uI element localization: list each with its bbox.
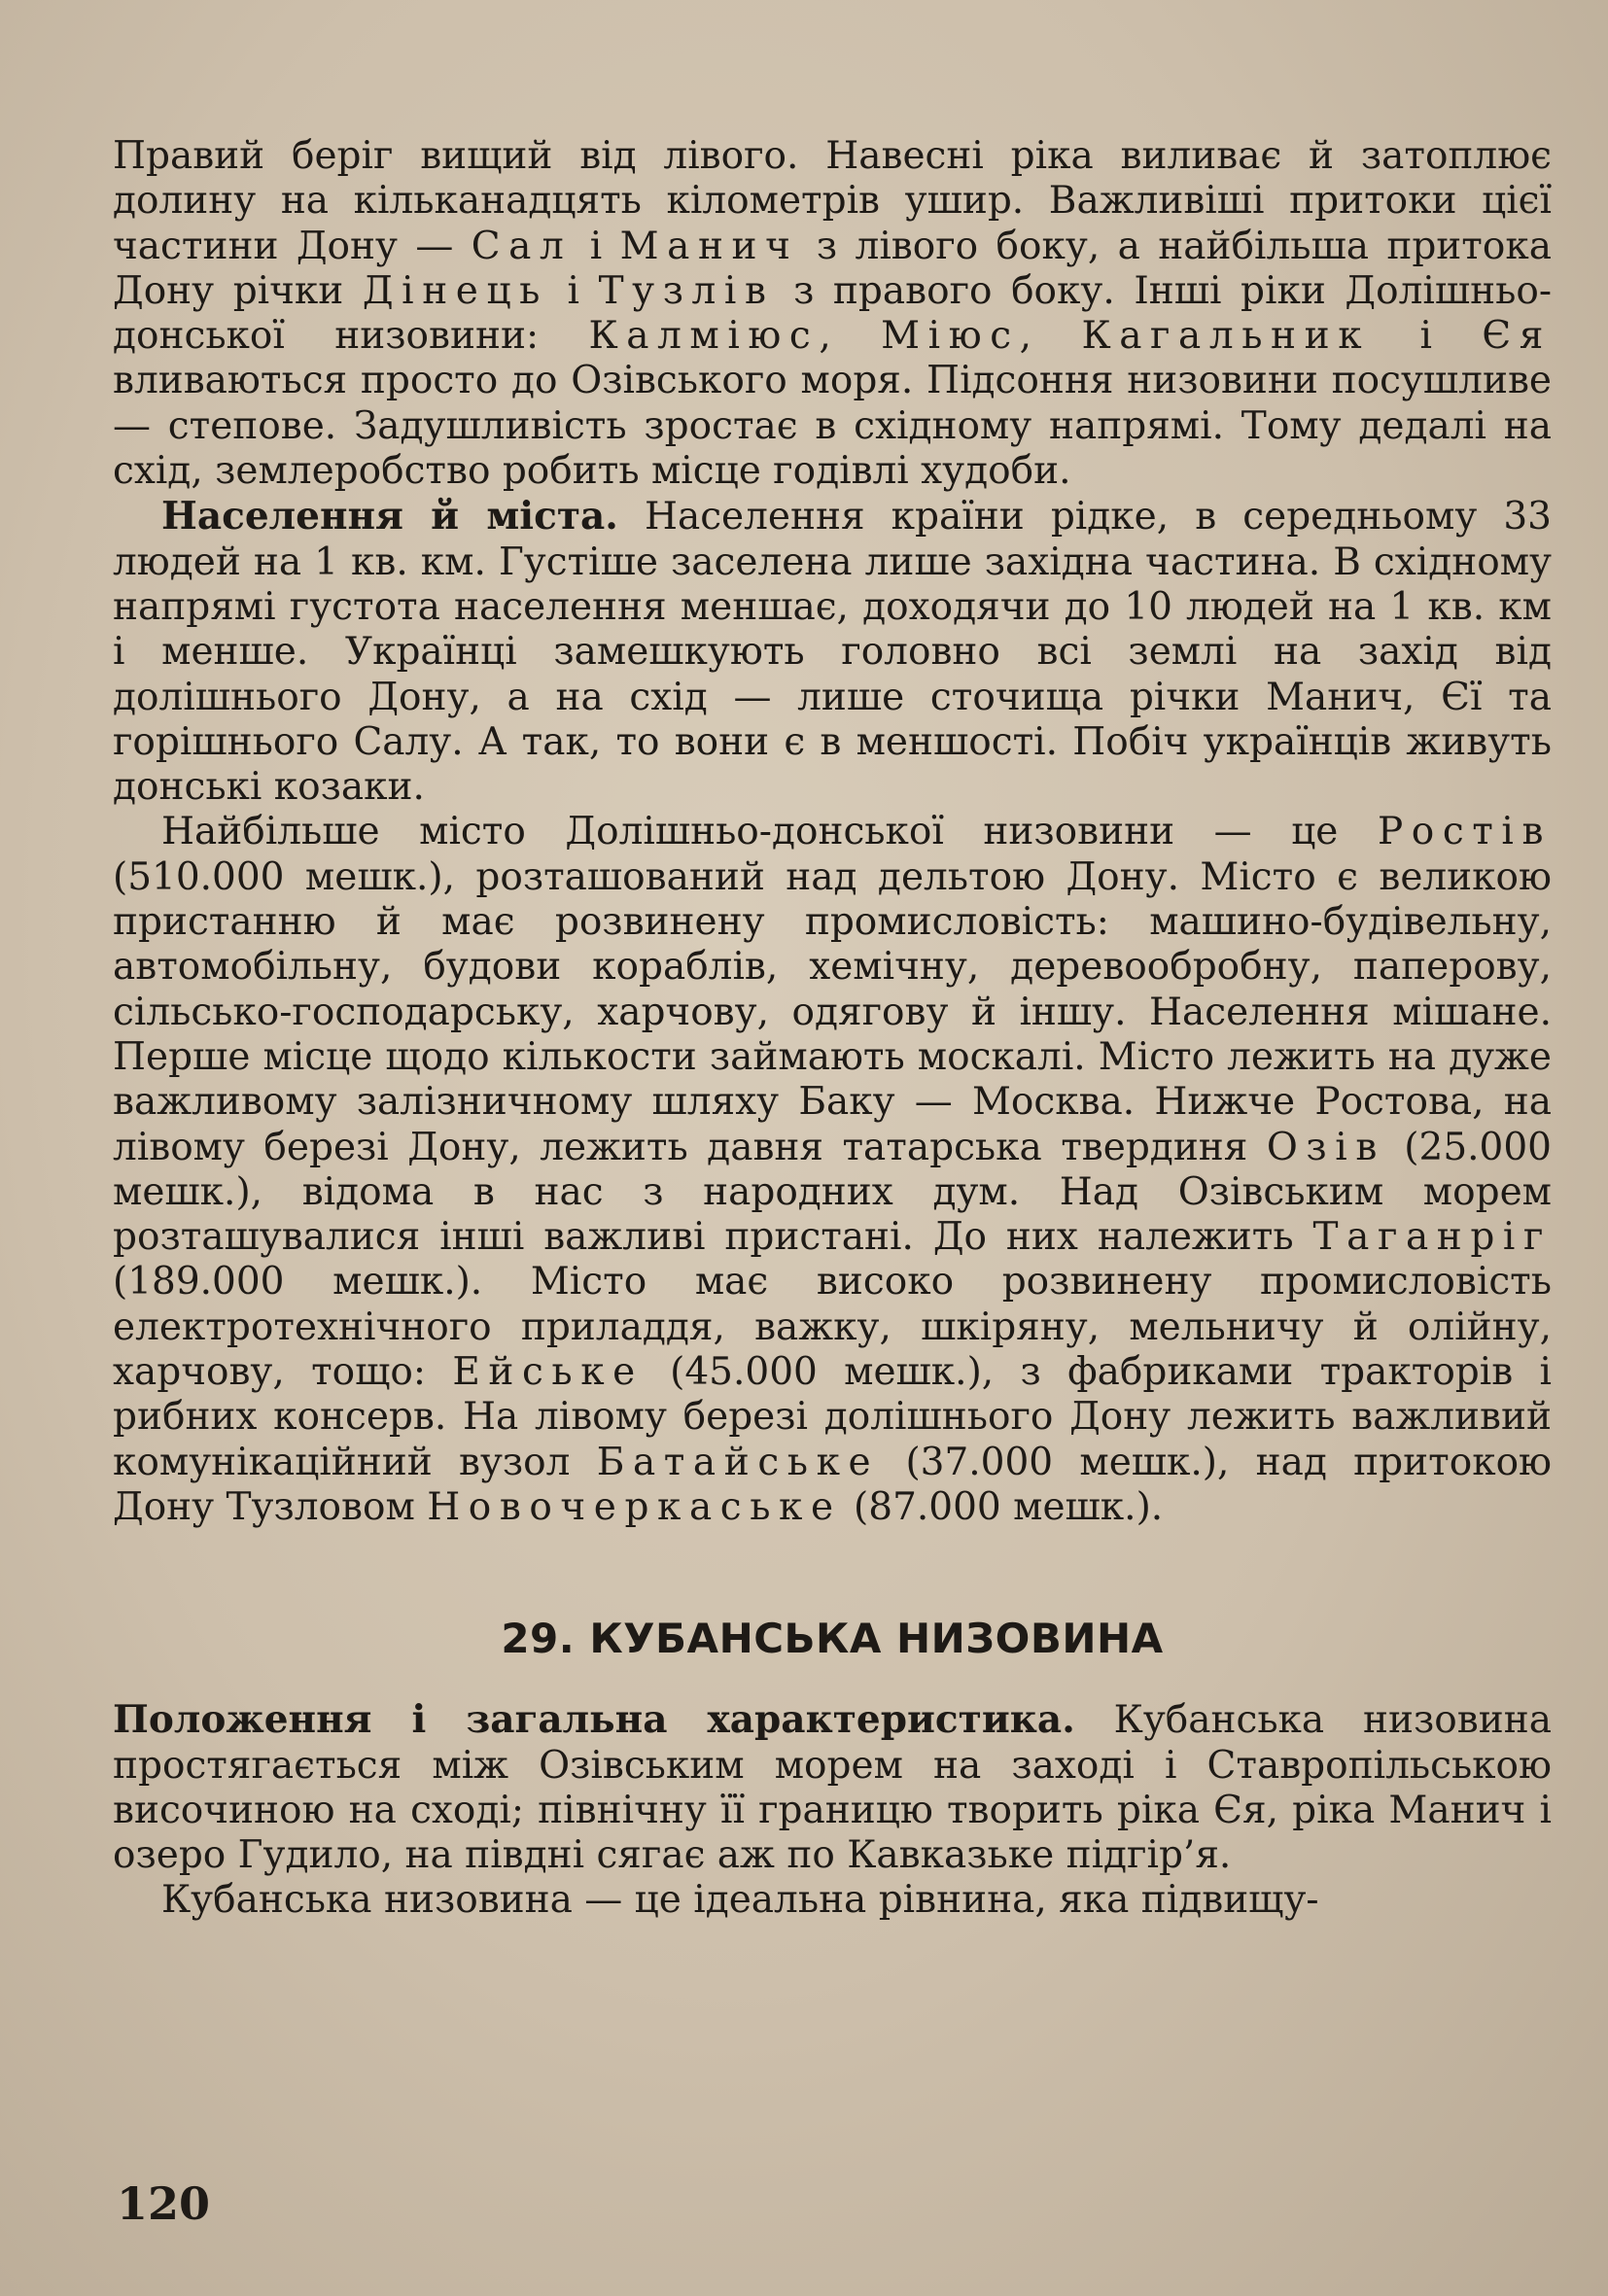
paragraph	[113, 810, 1552, 1530]
paragraphs-top	[113, 134, 1552, 1530]
text-run: (45.000 мешк.), з фабриками тракторів і рибних консерв. На лівому березі долішнього Дону лежить важливий комунікаційний вузол	[113, 1350, 1552, 1484]
section-heading: 29. КУБАНСЬКА НИЗОВИНА	[501, 1615, 1164, 1663]
run-in-heading: Населення й міста.	[161, 494, 618, 539]
text-run: і	[1370, 314, 1483, 359]
spaced-name: Ейське	[452, 1350, 644, 1395]
text-run: Найбільше місто Долішньо-донської низовини — це	[161, 810, 1378, 854]
text-run: з правого боку. Інші ріки Долішньо-донської низовини:	[113, 268, 1553, 359]
text-run: Кубанська низовина простягається між Озівським морем на заході і Ставропільською височиною на сході; північну її границю творить ріка Єя, ріка Манич і озеро Гудило, на півдні сягає аж по Кавказьке підгір’я.	[113, 1698, 1552, 1878]
text-run: ,	[819, 314, 882, 359]
spaced-name: Новочеркаське	[427, 1484, 842, 1529]
text-run: (510.000 мешк.), розташований над дельтою Дону. Місто є великою пристанню й має розвинену промисловість: машино-будівельну, автомобільну, будови кораблів, хемічну, деревообробну, паперову, сільсько-господарську, харчову, одягову й іншу. Населення мішане. Перше місце щодо кількости займають москалі. Місто лежить на дуже важливому залізничному шляху Баку — Москва. Нижче Ростова, на лівому березі Дону, лежить давня татарська твердиня	[113, 854, 1552, 1169]
text-run: Кубанська низовина — це ідеальна рівнина, яка підвищу-	[161, 1878, 1319, 1923]
run-in-heading: Положення і загальна характеристика.	[113, 1697, 1075, 1743]
text-run: і	[547, 268, 599, 313]
body-text	[113, 134, 1552, 1924]
spaced-name: Таганріг	[1312, 1215, 1552, 1260]
spaced-name: Міюс	[881, 314, 1020, 359]
spaced-name: Єя	[1482, 314, 1552, 359]
spaced-name: Сал	[471, 224, 573, 268]
text-run: з лівого боку, а найбільша притока Дону річки	[113, 224, 1552, 313]
spaced-name: Манич	[619, 224, 799, 268]
text-run: (87.000 мешк.).	[841, 1484, 1164, 1529]
page-number: 120	[117, 2177, 211, 2230]
spaced-name: Дінець	[362, 268, 548, 313]
paragraph	[113, 1697, 1552, 1878]
paragraphs-section	[113, 1697, 1552, 1923]
spaced-name: Тузлів	[598, 268, 775, 313]
spaced-name: Батайське	[596, 1440, 880, 1484]
text-run: (37.000 мешк.), над притокою Дону Тузловом	[113, 1440, 1553, 1529]
paragraph	[113, 134, 1552, 494]
paragraph	[113, 494, 1552, 810]
spaced-name: Озів	[1266, 1125, 1385, 1169]
text-run: (189.000 мешк.). Місто має високо розвинену промисловість електротехнічного приладдя, важку, шкіряну, мельничу й олійну, харчову, тощо:	[113, 1260, 1552, 1395]
text-run: Правий беріг вищий від лівого. Навесні ріка виливає й затоплює долину на кільканадцять кілометрів ушир. Важливіші притоки цієї частини Дону —	[113, 134, 1552, 268]
spaced-name: Кагальник	[1081, 314, 1371, 359]
text-run: ,	[1019, 314, 1082, 359]
text-run: Населення країни рідке, в середньому 33 людей на 1 кв. км. Густіше заселена лише західна частина. В східному напрямі густота населення меншає, доходячи до 10 людей на 1 кв. км і менше. Українці замешкують головно всі землі на захід від долішнього Дону, а на схід — лише сточища річки Манич, Єї та горішнього Салу. А так, то вони є в меншості. Побіч українців живуть донські козаки.	[113, 495, 1552, 810]
text-run: вливаються просто до Озівського моря. Підсоння низовини посушливе — степове. Задушливість зростає в східному напрямі. Тому дедалі на схід, землеробство робить місце годівлі худоби.	[113, 359, 1552, 494]
spaced-name: Ростів	[1377, 810, 1552, 854]
text-run: (25.000 мешк.), відома в нас з народних дум. Над Озівським морем розташувалися інші важливі пристані. До них належить	[113, 1125, 1552, 1260]
text-run: і	[572, 224, 620, 268]
spaced-name: Калміюс	[588, 314, 820, 359]
paragraph	[113, 1878, 1552, 1923]
